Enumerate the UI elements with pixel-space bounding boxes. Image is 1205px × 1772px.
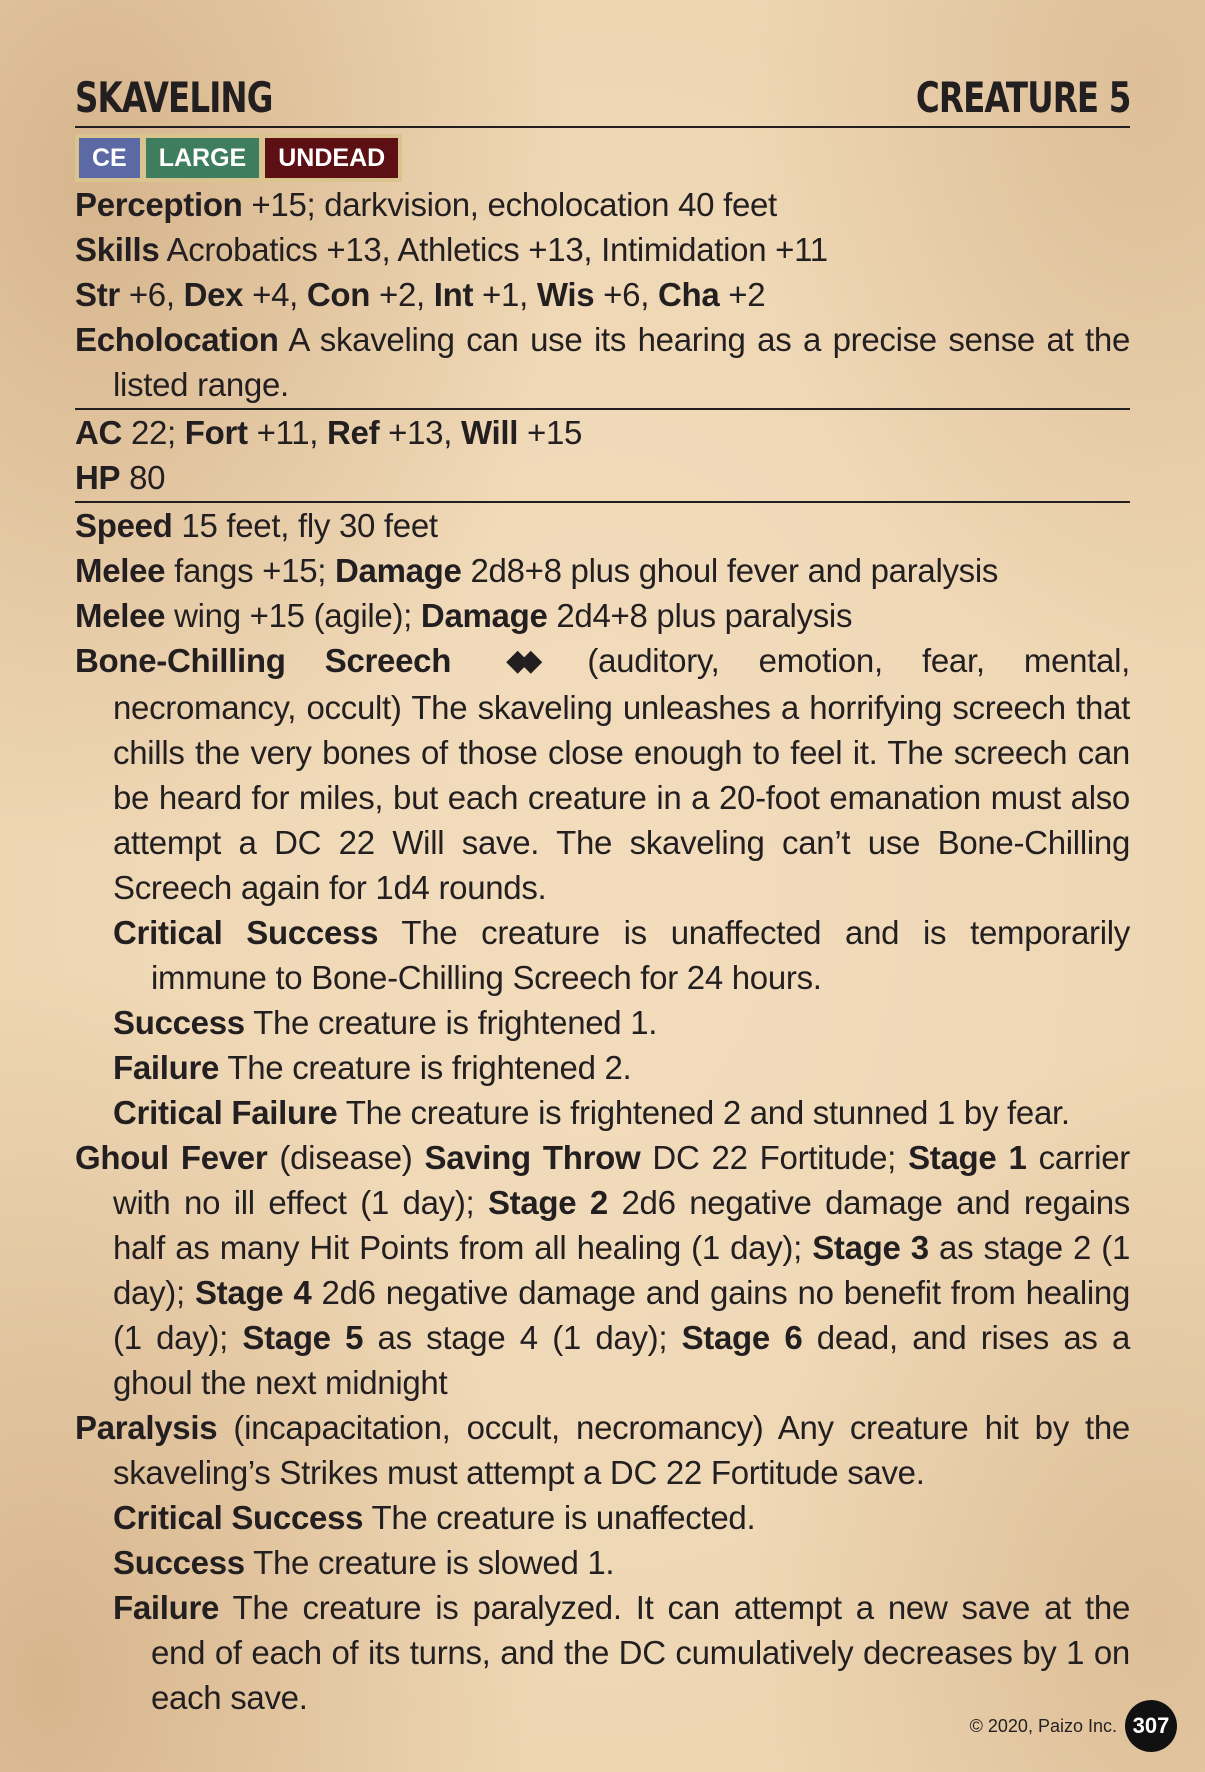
copyright: © 2020, Paizo Inc.: [969, 1715, 1117, 1736]
page-number: 307: [1125, 1700, 1177, 1752]
screech-failure: Failure The creature is frightened 2.: [113, 1049, 632, 1086]
melee-wing-line: Melee wing +15 (agile); Damage 2d4+8 plus paralysis: [75, 597, 853, 634]
melee-fangs-line: Melee fangs +15; Damage 2d8+8 plus ghoul fever and paralysis: [75, 552, 999, 589]
creature-level: CREATURE 5: [915, 73, 1130, 122]
defenses-line: AC 22; Fort +11, Ref +13, Will +15: [75, 414, 583, 451]
creature-name: SKAVELING: [75, 73, 273, 122]
skills-line: Skills Acrobatics +13, Athletics +13, Intimidation +11: [75, 231, 828, 268]
trait-list: [75, 134, 402, 182]
bone-chilling-screech: Bone-Chilling Screech ◆◆ (auditory, emotion, fear, mental, necromancy, occult) The skaveling unleashes a horrifying screech that chills the very bones of those close enough to feel it. The screech can be heard for miles, but each creature in a 20-foot emanation must also attempt a DC 22 Will save. The skaveling can’t use Bone-Chilling Screech again for 1d4 rounds.: [75, 638, 1130, 910]
hp-line: HP 80: [75, 459, 166, 496]
page-footer: [970, 1700, 1177, 1752]
paralysis: Paralysis (incapacitation, occult, necromancy) Any creature hit by the skaveling’s Strikes must attempt a DC 22 Fortitude save.: [75, 1409, 1130, 1491]
screech-critical-failure: Critical Failure The creature is frightened 2 and stunned 1 by fear.: [113, 1094, 1070, 1131]
echolocation-line: Echolocation A skaveling can use its hearing as a precise sense at the listed range.: [75, 321, 1130, 403]
perception-line: Perception +15; darkvision, echolocation 40 feet: [75, 186, 777, 223]
speed-line: Speed 15 feet, fly 30 feet: [75, 507, 438, 544]
stat-block: [75, 66, 1130, 1720]
title-row: [75, 66, 1130, 128]
ability-scores-line: Str +6, Dex +4, Con +2, Int +1, Wis +6, Cha +2: [75, 276, 766, 313]
two-actions-icon: ◆◆: [506, 643, 533, 678]
trait-size: LARGE: [146, 138, 260, 178]
screech-critical-success: Critical Success The creature is unaffected and is temporarily immune to Bone-Chilling Screech for 24 hours.: [113, 914, 1130, 996]
screech-success: Success The creature is frightened 1.: [113, 1004, 658, 1041]
paralysis-success: Success The creature is slowed 1.: [113, 1544, 615, 1581]
paralysis-failure: Failure The creature is paralyzed. It can attempt a new save at the end of each of its turns, and the DC cumulatively decreases by 1 on each save.: [113, 1589, 1130, 1716]
paralysis-critical-success: Critical Success The creature is unaffected.: [113, 1499, 756, 1536]
trait-alignment: CE: [79, 138, 140, 178]
ghoul-fever: Ghoul Fever (disease) Saving Throw DC 22 Fortitude; Stage 1 carrier with no ill effect (1 day); Stage 2 2d6 negative damage and regains half as many Hit Points from all healing (1 day); Stage 3 as stage 2 (1 day); Stage 4 2d6 negative damage and gains no benefit from healing (1 day); Stage 5 as stage 4 (1 day); Stage 6 dead, and rises as a ghoul the next midnight: [75, 1139, 1130, 1401]
trait-type: UNDEAD: [265, 138, 398, 178]
